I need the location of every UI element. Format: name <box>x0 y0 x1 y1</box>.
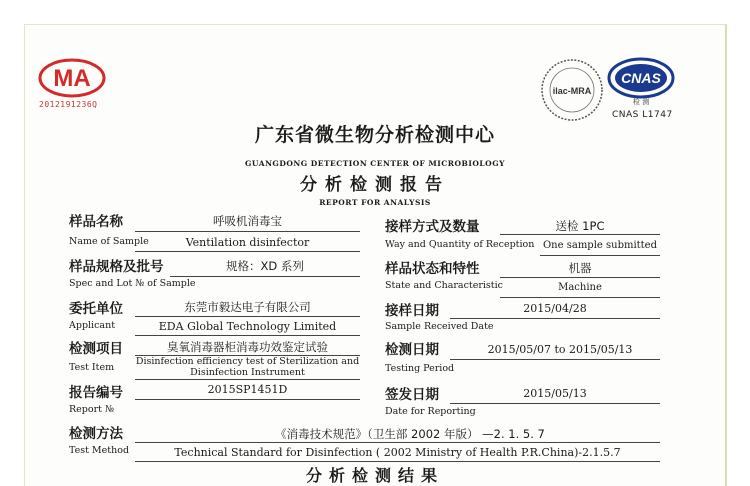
sample-state-value-cn: 机器 <box>568 261 592 275</box>
test-method-label-cn: 检测方法 <box>69 426 123 442</box>
report-date-value: 2015/05/13 <box>523 387 587 400</box>
center-name-cn: 广东省微生物分析检测中心 <box>254 124 495 146</box>
underline <box>450 359 660 360</box>
cnas-logo <box>606 56 676 106</box>
underline <box>135 461 660 462</box>
underline <box>540 255 660 256</box>
ilac-mra-seal <box>540 58 604 122</box>
underline <box>135 442 660 443</box>
sample-spec-label-cn: 样品规格及批号 <box>69 259 164 275</box>
results-title-cn: 分析检测结果 <box>305 466 444 485</box>
cnas-code: CNAS L1747 <box>612 110 673 120</box>
applicant-value-cn: 东莞市毅达电子有限公司 <box>184 300 311 314</box>
report-date-label-en: Date for Reporting <box>385 406 476 417</box>
testing-period-label-cn: 检测日期 <box>385 342 439 358</box>
test-item-value-cn: 臭氧消毒器柜消毒功效鉴定试验 <box>167 340 328 354</box>
reception-value-cn: 送检 1PC <box>555 219 605 233</box>
applicant-label-en: Applicant <box>69 320 116 331</box>
center-name-en: GUANGDONG DETECTION CENTER OF MICROBIOLOGY <box>245 159 505 168</box>
testing-period-label-en: Testing Period <box>385 363 455 374</box>
underline <box>135 231 360 232</box>
test-method-value-cn: 《消毒技术规范》（卫生部 2002 年版） —2. 1. 5. 7 <box>275 427 545 441</box>
sample-name-label-en: Name of Sample <box>69 236 149 247</box>
cnas-logo-text: CNAS <box>621 70 661 86</box>
cnas-small-text: 检 测 <box>632 98 650 106</box>
underline <box>170 276 360 277</box>
received-date-label-en: Sample Received Date <box>385 321 494 332</box>
received-date-label-cn: 接样日期 <box>385 303 439 319</box>
sample-name-label-cn: 样品名称 <box>69 214 123 230</box>
sample-state-label-en: State and Characteristic <box>385 280 503 291</box>
report-no-label-en: Report № <box>69 404 114 415</box>
report-no-label-cn: 报告编号 <box>69 385 123 401</box>
underline <box>135 251 360 252</box>
underline <box>450 318 660 319</box>
underline <box>500 297 660 298</box>
test-item-label-cn: 检测项目 <box>69 341 123 357</box>
underline <box>135 316 360 317</box>
report-no-value: 2015SP1451D <box>207 383 288 396</box>
underline <box>450 403 660 404</box>
report-title-cn: 分析检测报告 <box>300 175 450 195</box>
sample-state-label-cn: 样品状态和特性 <box>385 261 480 277</box>
reception-value-en: One sample submitted <box>542 240 658 251</box>
applicant-value-en: EDA Global Technology Limited <box>158 320 337 333</box>
test-item-value-en: Disinfection efficiency test of Sterilization and Disinfection Instrument <box>135 356 360 378</box>
sample-name-value-cn: 呼吸机消毒宝 <box>213 214 282 228</box>
reception-label-cn: 接样方式及数量 <box>385 219 480 235</box>
test-method-label-en: Test Method <box>69 445 130 456</box>
underline <box>135 399 360 400</box>
test-item-label-en: Test Item <box>69 362 115 373</box>
underline <box>500 277 660 278</box>
ilac-text: ilac-MRA <box>552 86 592 96</box>
testing-period-value: 2015/05/07 to 2015/05/13 <box>487 343 633 356</box>
sample-name-value-en: Ventilation disinfector <box>185 236 310 249</box>
sample-state-value-en: Machine <box>558 282 602 293</box>
underline <box>135 379 360 380</box>
sample-spec-value-cn: 规格：XD 系列 <box>226 259 304 273</box>
cma-code: 2012191236Q <box>39 100 98 109</box>
underline <box>135 335 360 336</box>
received-date-value: 2015/04/28 <box>523 302 587 315</box>
report-title-en: REPORT FOR ANALYSIS <box>319 198 431 207</box>
cma-logo-text: MA <box>53 65 91 92</box>
reception-label-en: Way and Quantity of Reception <box>385 239 535 250</box>
underline <box>500 234 660 235</box>
cma-logo <box>38 58 106 98</box>
applicant-label-cn: 委托单位 <box>69 301 123 317</box>
report-date-label-cn: 签发日期 <box>385 387 439 403</box>
test-method-value-en: Technical Standard for Disinfection ( 2002 Ministry of Health P.R.China)-2.1.5.7 <box>174 446 621 459</box>
sample-spec-label-en: Spec and Lot № of Sample <box>69 278 196 289</box>
